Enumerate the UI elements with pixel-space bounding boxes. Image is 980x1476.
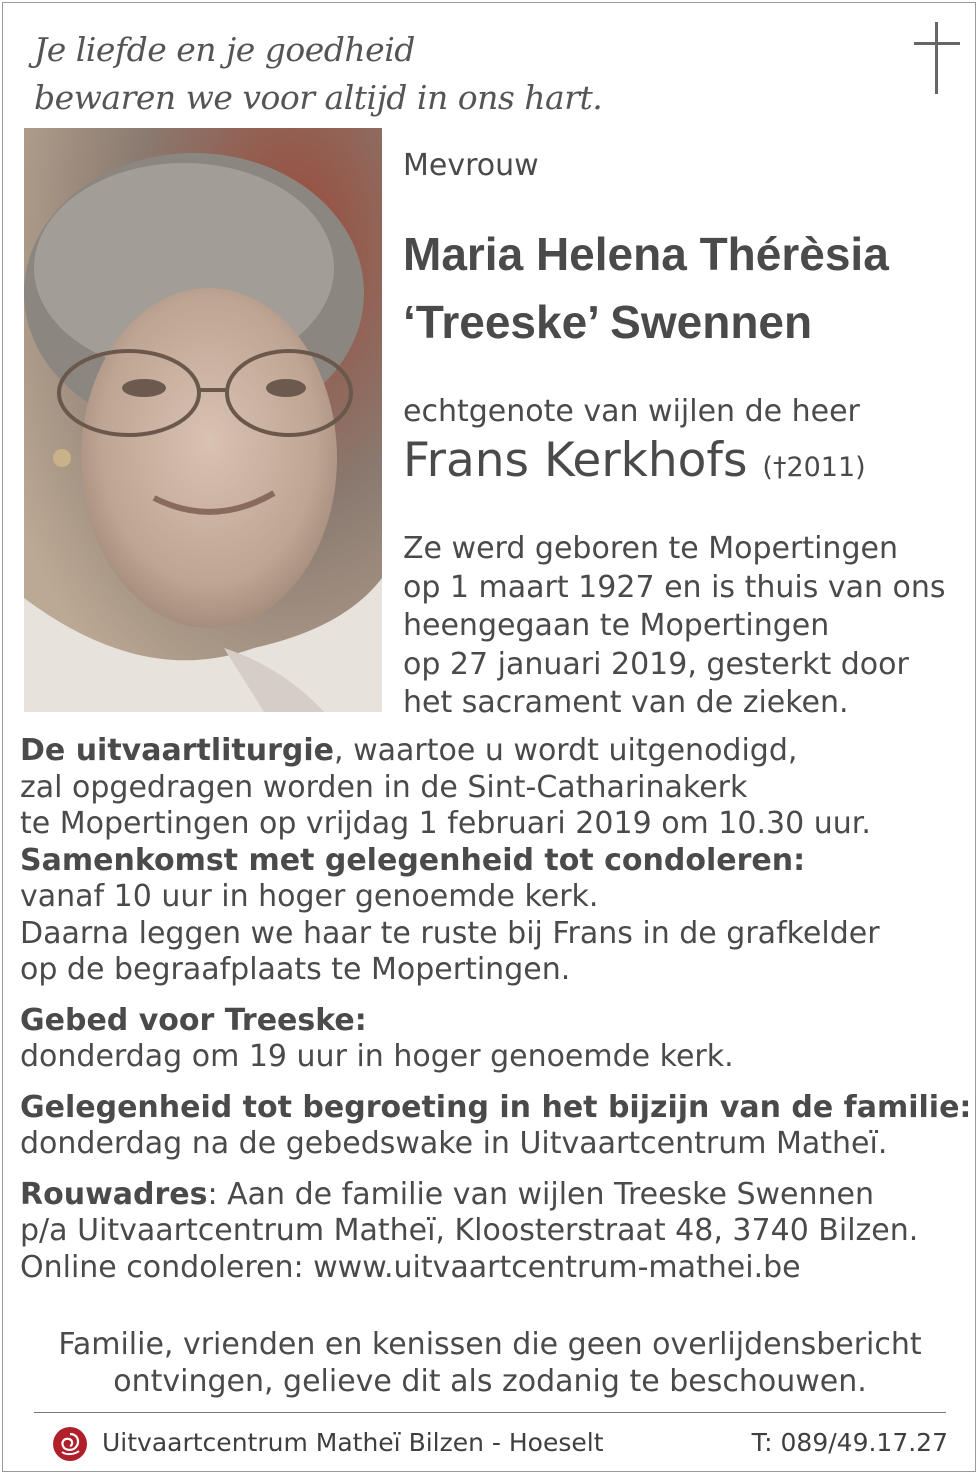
prayer-line-1: donderdag om 19 uur in hoger genoemde kerk.: [20, 1039, 734, 1074]
motto-line-1: Je liefde en je goedheid: [34, 30, 415, 69]
motto: [34, 26, 602, 122]
address-line-1-rest: : Aan de familie van wijlen Treeske Swennen: [207, 1176, 875, 1212]
gathering-line-2: Daarna leggen we haar te ruste bij Frans in de grafkelder: [20, 915, 880, 951]
greeting-line-1: donderdag na de gebedswake in Uitvaartcentrum Matheï.: [20, 1126, 888, 1161]
spouse-name: Frans Kerkhofs: [403, 433, 748, 488]
spouse-intro: echtgenote van wijlen de heer: [403, 394, 860, 429]
address-heading: Rouwadres: [20, 1176, 208, 1212]
birth-line: het sacrament van de zieken.: [403, 685, 849, 720]
deceased-name-line-2: ‘Treeske’ Swennen: [403, 296, 813, 348]
prayer-heading: Gebed voor Treeske:: [20, 1002, 367, 1038]
gathering-line-3: op de begraafplaats te Mopertingen.: [20, 952, 571, 987]
gathering-line-1: vanaf 10 uur in hoger genoemde kerk.: [20, 879, 599, 914]
address-line-1: [20, 1177, 971, 1214]
birth-death-text: [403, 530, 946, 723]
birth-line: heengegaan te Mopertingen: [403, 608, 830, 643]
liturgy-heading: De uitvaartliturgie: [20, 733, 335, 768]
birth-line: op 1 maart 1927 en is thuis van ons: [403, 569, 946, 605]
liturgy-line-1-rest: , waartoe u wordt uitgenodigd,: [334, 733, 798, 768]
notice-line-2: ontvingen, gelieve dit als zodanig te beschouwen.: [113, 1364, 867, 1399]
salutation: Mevrouw: [403, 148, 539, 183]
greeting-heading: Gelegenheid tot begroeting in het bijzijn van de familie:: [20, 1089, 972, 1125]
spouse-name-line: [403, 432, 963, 497]
funeral-home-name: Uitvaartcentrum Matheï Bilzen - Hoeselt: [102, 1428, 604, 1457]
phone-number: T: 089/49.17.27: [751, 1428, 948, 1457]
motto-line-2: bewaren we voor altijd in ons hart.: [34, 78, 603, 117]
liturgy-line-1: [20, 733, 971, 770]
address-line-2: p/a Uitvaartcentrum Matheï, Kloosterstraat 48, 3740 Bilzen.: [20, 1213, 919, 1248]
footer: [52, 1424, 948, 1462]
funeral-details: [20, 733, 971, 1286]
notice-line-1: Familie, vrienden en kenissen die geen overlijdensbericht: [58, 1327, 922, 1362]
liturgy-line-2: zal opgedragen worden in de Sint-Catharinakerk: [20, 769, 748, 805]
rose-logo-icon: [52, 1426, 88, 1462]
liturgy-line-3: te Mopertingen op vrijdag 1 februari 2019 om 10.30 uur.: [20, 806, 871, 841]
online-condolence: Online condoleren: www.uitvaartcentrum-mathei.be: [20, 1249, 801, 1285]
notice: [0, 1326, 980, 1400]
gathering-heading: Samenkomst met gelegenheid tot condoleren:: [20, 842, 806, 878]
birth-line: op 27 januari 2019, gesterkt door: [403, 646, 909, 682]
portrait-photo: [24, 128, 382, 712]
birth-line: Ze werd geboren te Mopertingen: [403, 531, 898, 566]
footer-divider: [34, 1412, 946, 1413]
deceased-name-line-1: Maria Helena Thérèsia: [403, 228, 889, 280]
spouse-death-year: (†2011): [762, 452, 866, 483]
title-block: [403, 140, 963, 497]
cross-icon: [914, 22, 960, 94]
